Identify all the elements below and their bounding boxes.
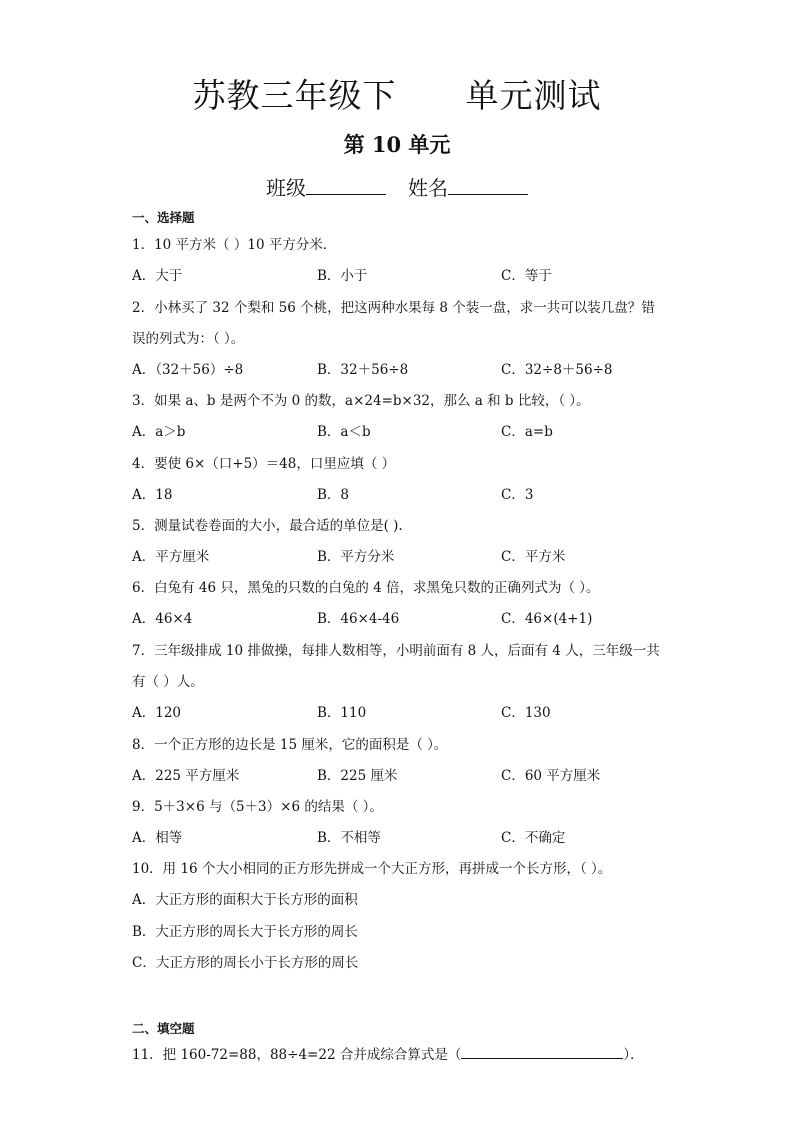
q10-option-a[interactable]: A．大正方形的面积大于长方形的面积 xyxy=(132,892,358,908)
question-4: 4．要使 6×（口+5）＝48，口里应填（ ） xyxy=(132,456,396,472)
q3-option-a[interactable]: A．a＞b xyxy=(132,424,186,440)
q9-option-b[interactable]: B．不相等 xyxy=(317,830,381,846)
question-3: 3．如果 a、b 是两个不为 0 的数，a×24=b×32，那么 a 和 b 比较，（ ）。 xyxy=(132,393,590,409)
q6-option-a[interactable]: A．46×4 xyxy=(132,611,193,627)
question-2-line-2: 误的列式为：（ ）。 xyxy=(132,331,245,347)
q11-text: 11．把 160-72=88，88÷4=22 合并成综合算式是（ xyxy=(132,1047,462,1063)
question-2: 2．小林买了 32 个梨和 56 个桃，把这两种水果每 8 个装一盘，求一共可以装几盘？错 xyxy=(132,300,655,316)
question-6: 6．白兔有 46 只，黑兔的只数的白兔的 4 倍，求黑兔只数的正确列式为（ ）。 xyxy=(132,580,600,596)
class-label: 班级 xyxy=(266,176,306,200)
q6-option-c[interactable]: C．46×(4+1) xyxy=(501,611,593,627)
q5-option-a[interactable]: A．平方厘米 xyxy=(132,549,210,565)
q10-option-b[interactable]: B．大正方形的周长大于长方形的周长 xyxy=(132,924,358,940)
q2-option-a[interactable]: A．（32＋56）÷8 xyxy=(132,362,244,378)
page-title: 苏教三年级下 单元测试 xyxy=(192,76,602,115)
q7-option-a[interactable]: A．120 xyxy=(132,705,182,721)
q8-option-a[interactable]: A．225 平方厘米 xyxy=(132,768,240,784)
question-7-line-2: 有（ ）人。 xyxy=(132,674,204,690)
q11-suffix: ）． xyxy=(623,1047,644,1063)
q7-option-c[interactable]: C．130 xyxy=(501,705,551,721)
q8-option-c[interactable]: C．60 平方厘米 xyxy=(501,768,601,784)
question-11 xyxy=(132,1043,644,1063)
name-blank[interactable] xyxy=(448,176,528,195)
q7-option-b[interactable]: B．110 xyxy=(317,705,367,721)
question-8: 8．一个正方形的边长是 15 厘米，它的面积是（ ）。 xyxy=(132,737,448,753)
student-info-line xyxy=(0,172,794,201)
question-10: 10．用 16 个大小相同的正方形先拼成一个大正方形，再拼成一个长方形，（ ）。 xyxy=(132,861,612,877)
q8-option-b[interactable]: B．225 厘米 xyxy=(317,768,398,784)
question-9: 9．5＋3×6 与（5＋3）×6 的结果（ ）。 xyxy=(132,799,383,815)
q3-option-c[interactable]: C．a=b xyxy=(501,424,553,440)
q1-option-c[interactable]: C．等于 xyxy=(501,268,552,284)
question-5: 5．测量试卷卷面的大小，最合适的单位是( ). xyxy=(132,518,403,534)
q4-option-b[interactable]: B．8 xyxy=(317,487,350,503)
q5-option-c[interactable]: C．平方米 xyxy=(501,549,566,565)
question-7: 7．三年级排成 10 排做操，每排人数相等，小明前面有 8 人，后面有 4 人，三年级一共 xyxy=(132,643,660,659)
q4-option-c[interactable]: C．3 xyxy=(501,487,534,503)
q1-option-a[interactable]: A．大于 xyxy=(132,268,183,284)
name-label: 姓名 xyxy=(408,176,448,200)
q1-option-b[interactable]: B．小于 xyxy=(317,268,368,284)
q6-option-b[interactable]: B．46×4-46 xyxy=(317,611,400,627)
q9-option-c[interactable]: C．不确定 xyxy=(501,830,566,846)
unit-subtitle: 第 10 单元 xyxy=(343,132,451,157)
q11-answer-blank[interactable] xyxy=(461,1046,623,1059)
q9-option-a[interactable]: A．相等 xyxy=(132,830,183,846)
q4-option-a[interactable]: A．18 xyxy=(132,487,173,503)
q2-option-b[interactable]: B．32＋56÷8 xyxy=(317,362,409,378)
section-heading-choice: 一、选择题 xyxy=(132,210,195,225)
section-heading-fill: 二、填空题 xyxy=(132,1021,195,1036)
class-blank[interactable] xyxy=(306,176,386,195)
q3-option-b[interactable]: B．a＜b xyxy=(317,424,371,440)
q5-option-b[interactable]: B．平方分米 xyxy=(317,549,395,565)
q2-option-c[interactable]: C．32÷8＋56÷8 xyxy=(501,362,613,378)
q10-option-c[interactable]: C．大正方形的周长小于长方形的周长 xyxy=(132,955,359,971)
question-1: 1．10 平方米（ ）10 平方分米． xyxy=(132,237,337,253)
